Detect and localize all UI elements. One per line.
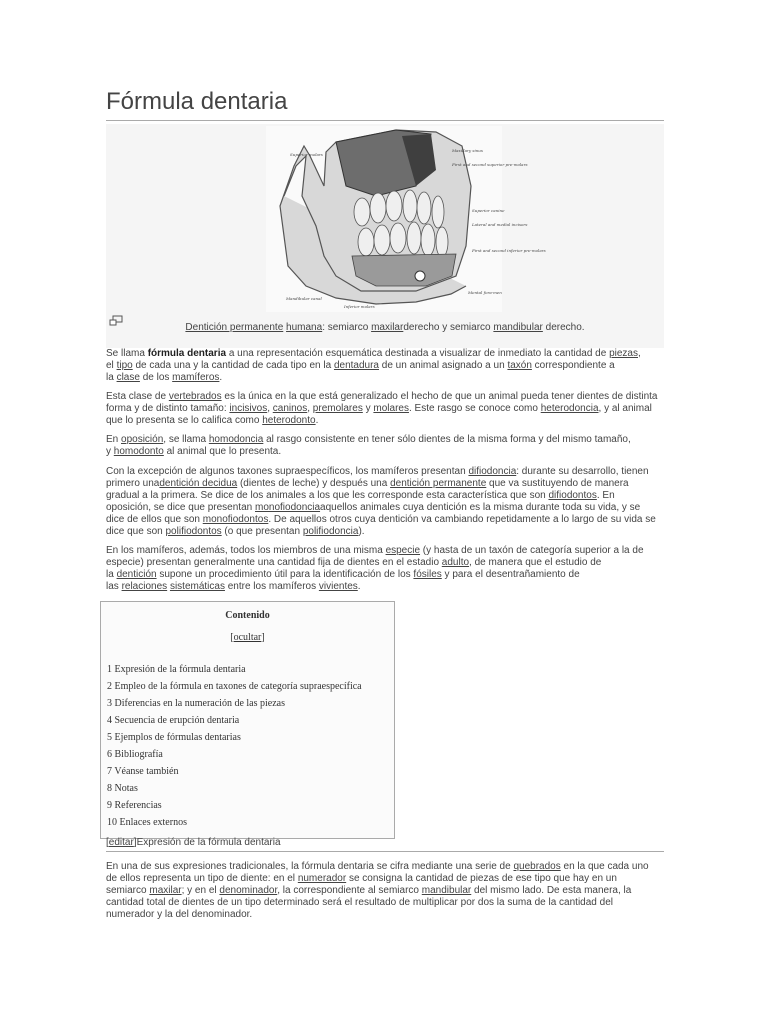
text: , se llama (163, 434, 209, 445)
wiki-link[interactable]: quebrados (513, 861, 561, 872)
wiki-link[interactable]: vivientes (318, 581, 358, 592)
paragraph-intro (106, 348, 664, 384)
wiki-link[interactable]: tipo (116, 360, 133, 371)
text: , (637, 348, 641, 359)
caption-link[interactable]: maxilar (371, 322, 404, 333)
text: y para el desentrañamiento de (441, 569, 580, 580)
edit-link[interactable]: editar (108, 837, 134, 848)
label-inferior-molars: Inferior molars (344, 304, 375, 309)
text: entre los mamíferos (224, 581, 319, 592)
text: , (307, 403, 313, 414)
toc-list (107, 664, 362, 834)
text: (dientes de leche) y después una (237, 478, 391, 489)
wiki-link[interactable]: heterodoncia (540, 403, 599, 414)
wiki-link[interactable]: dentadura (333, 360, 379, 371)
wiki-link[interactable]: incisivos (229, 403, 268, 414)
wiki-link[interactable]: mandibular (421, 885, 472, 896)
toc-item[interactable]: 6 Bibliografía (107, 749, 163, 760)
text: , y al animal (598, 403, 652, 414)
toc-title: Contenido (225, 610, 270, 621)
wiki-link[interactable]: mamíferos (172, 372, 220, 383)
text: aquellos animales cuya dentición es la misma durante toda su vida, y se (320, 502, 641, 513)
text: la (106, 372, 117, 383)
section-title: Expresión de la fórmula dentaria (136, 837, 281, 848)
toc-item[interactable]: 1 Expresión de la fórmula dentaria (107, 664, 246, 675)
text: a una representación esquemática destinada a visualizar de inmediato la cantidad de (226, 348, 610, 359)
caption-link[interactable]: Dentición permanente (185, 322, 284, 333)
label-mandibular-canal: Mandibular canal (286, 296, 322, 301)
wiki-link[interactable]: vertebrados (168, 391, 222, 402)
toc-toggle-link[interactable]: ocultar (233, 632, 262, 643)
wiki-link[interactable]: clase (116, 372, 140, 383)
paragraph-expresion (106, 861, 664, 921)
text: Esta clase de (106, 391, 169, 402)
text: ; y en el (181, 885, 220, 896)
wiki-link[interactable]: dentición (116, 569, 157, 580)
label-superior-molars: Superior molars (290, 152, 323, 157)
text: del mismo lado. De esta manera, la (471, 885, 632, 896)
page-title: Fórmula dentaria (106, 88, 288, 115)
text: dice que son (106, 526, 166, 537)
text: Se llama (106, 348, 148, 359)
text: que lo presenta se lo califica como (106, 415, 263, 426)
wiki-link[interactable]: piezas (609, 348, 638, 359)
text: y (362, 403, 374, 414)
text: , de manera que el estudio de (469, 557, 602, 568)
toc-item[interactable]: 8 Notas (107, 783, 138, 794)
toc-item[interactable]: 5 Ejemplos de fórmulas dentarias (107, 732, 241, 743)
paragraph-especie (106, 545, 664, 593)
bold-term: fórmula dentaria (147, 348, 227, 359)
section-divider (106, 851, 664, 852)
text: . De aquellos otros cuya dentición va cambiando repetidamente a lo largo de su vida se (268, 514, 656, 525)
text: . (219, 372, 223, 383)
wiki-link[interactable]: homodonto (113, 446, 164, 457)
label-mental-foramen: Mental fora-men (468, 290, 502, 295)
wiki-link[interactable]: premolares (312, 403, 363, 414)
label-superior-canine: Superior canine (472, 208, 505, 213)
text: numerador y la del denominador. (106, 909, 253, 920)
wiki-link[interactable]: difiodontos (548, 490, 597, 501)
paragraph-difiodoncia (106, 466, 664, 538)
title-divider (106, 120, 664, 121)
jaw-drawing (266, 126, 546, 312)
wiki-link[interactable]: difiodoncia (468, 466, 517, 477)
text: cantidad total de dientes de un tipo determinado será el resultado de multiplicar por dos la suma de la cantidad del (106, 897, 613, 908)
section-heading: [editar]Expresión de la fórmula dentaria (106, 837, 281, 848)
figure-caption (106, 322, 664, 333)
text: primero una (106, 478, 160, 489)
wiki-link[interactable]: fósiles (413, 569, 442, 580)
text: ). (358, 526, 365, 537)
wiki-link[interactable]: sistemáticas (169, 581, 225, 592)
text: , la correspondiente al semiarco (277, 885, 422, 896)
wiki-link[interactable]: denominador (219, 885, 278, 896)
text: de cada una y la cantidad de cada tipo en la (132, 360, 334, 371)
text: gradual a la primera. Se dice de los animales a los que les corresponde esta característica que son (106, 490, 549, 501)
label-maxillary-sinus: Maxillary sinus (452, 148, 483, 153)
text: semiarco (106, 885, 150, 896)
wiki-link[interactable]: maxilar (149, 885, 182, 896)
text: se consigna la cantidad de piezas de ese tipo que hay en un (346, 873, 617, 884)
text: (o que presentan (221, 526, 303, 537)
text: de los (139, 372, 173, 383)
text: : durante su desarrollo, tienen (516, 466, 649, 477)
text: (y hasta de un taxón de categoría superior a la de (420, 545, 644, 556)
wiki-link[interactable]: molares (373, 403, 409, 414)
table-of-contents (100, 601, 395, 839)
paragraph-homodoncia (106, 434, 664, 458)
wiki-link[interactable]: monofiodoncia (255, 502, 321, 513)
text: dice de ellos que son (106, 514, 203, 525)
toc-item[interactable]: 3 Diferencias en la numeración de las piezas (107, 698, 285, 709)
wiki-link[interactable]: oposición (121, 434, 164, 445)
text: . (357, 581, 361, 592)
text: forma y de distinto tamaño: (106, 403, 230, 414)
toc-toggle[interactable]: [ocultar] (230, 632, 265, 643)
text: las (106, 581, 122, 592)
text: la (106, 569, 117, 580)
text: que va sustituyendo de manera (486, 478, 629, 489)
text: en la que cada uno (560, 861, 649, 872)
toc-item[interactable]: 2 Empleo de la fórmula en taxones de categoría supraespecífica (107, 681, 362, 692)
text: al rasgo consistente en tener sólo dientes de la misma forma y del mismo tamaño, (263, 434, 631, 445)
wiki-link[interactable]: heterodonto (262, 415, 316, 426)
text: . (315, 415, 319, 426)
text: supone un procedimiento útil para la identificación de los (156, 569, 414, 580)
wiki-link[interactable]: dentición permanente (390, 478, 487, 489)
wiki-link[interactable]: relaciones (121, 581, 168, 592)
wiki-link[interactable]: monofiodontos (202, 514, 269, 525)
caption-text: derecho. (542, 322, 585, 333)
text: . Este rasgo se conoce como (408, 403, 541, 414)
label-superior-premolars: First and second superior pre-molars (452, 162, 528, 167)
text: de ellos representa un tipo de diente: en el (106, 873, 298, 884)
toc-item[interactable]: 9 Referencias (107, 800, 162, 811)
wiki-link[interactable]: dentición decidua (159, 478, 238, 489)
paragraph-heterodoncia (106, 391, 664, 427)
label-inferior-premolars: First and second inferior pre-molars (472, 248, 546, 253)
text: el (106, 360, 117, 371)
text: En los mamíferos, además, todos los miembros de una misma (106, 545, 386, 556)
caption-link[interactable]: humana (286, 322, 323, 333)
caption-link[interactable]: mandibular (493, 322, 543, 333)
text: es la única en la que está generalizado el hecho de que un animal pueda tener dientes de distinta (221, 391, 658, 402)
jaw-illustration[interactable] (266, 126, 546, 312)
text: y (106, 446, 114, 457)
wiki-link[interactable]: taxón (507, 360, 532, 371)
caption-text: : semiarco (322, 322, 372, 333)
wiki-link[interactable]: homodoncia (208, 434, 264, 445)
wiki-link[interactable]: caninos (272, 403, 308, 414)
toc-item[interactable]: 7 Véanse también (107, 766, 179, 777)
text: correspondiente a (531, 360, 615, 371)
wiki-link[interactable]: numerador (297, 873, 347, 884)
toc-item[interactable]: 4 Secuencia de erupción dentaria (107, 715, 240, 726)
label-incisors: Lateral and medial incisors (472, 222, 528, 227)
wiki-link[interactable]: adulto (441, 557, 470, 568)
text: . En (596, 490, 615, 501)
wiki-link[interactable]: polifiodontos (165, 526, 222, 537)
text: oposición, se dice que presentan (106, 502, 255, 513)
text: de un animal asignado a un (379, 360, 508, 371)
wiki-link[interactable]: especie (385, 545, 421, 556)
text: , (267, 403, 273, 414)
text: En (106, 434, 122, 445)
text: En una de sus expresiones tradicionales, la fórmula dentaria se cifra mediante una serie de (106, 861, 514, 872)
text: al animal que lo presenta. (163, 446, 282, 457)
caption-text: derecho y semiarco (403, 322, 494, 333)
text: especie) presentan generalmente una cantidad fija de dientes en el estadio (106, 557, 442, 568)
wiki-link[interactable]: polifiodoncia (302, 526, 359, 537)
toc-item[interactable]: 10 Enlaces externos (107, 817, 187, 828)
text: Con la excepción de algunos taxones supraespecíficos, los mamíferos presentan (106, 466, 469, 477)
